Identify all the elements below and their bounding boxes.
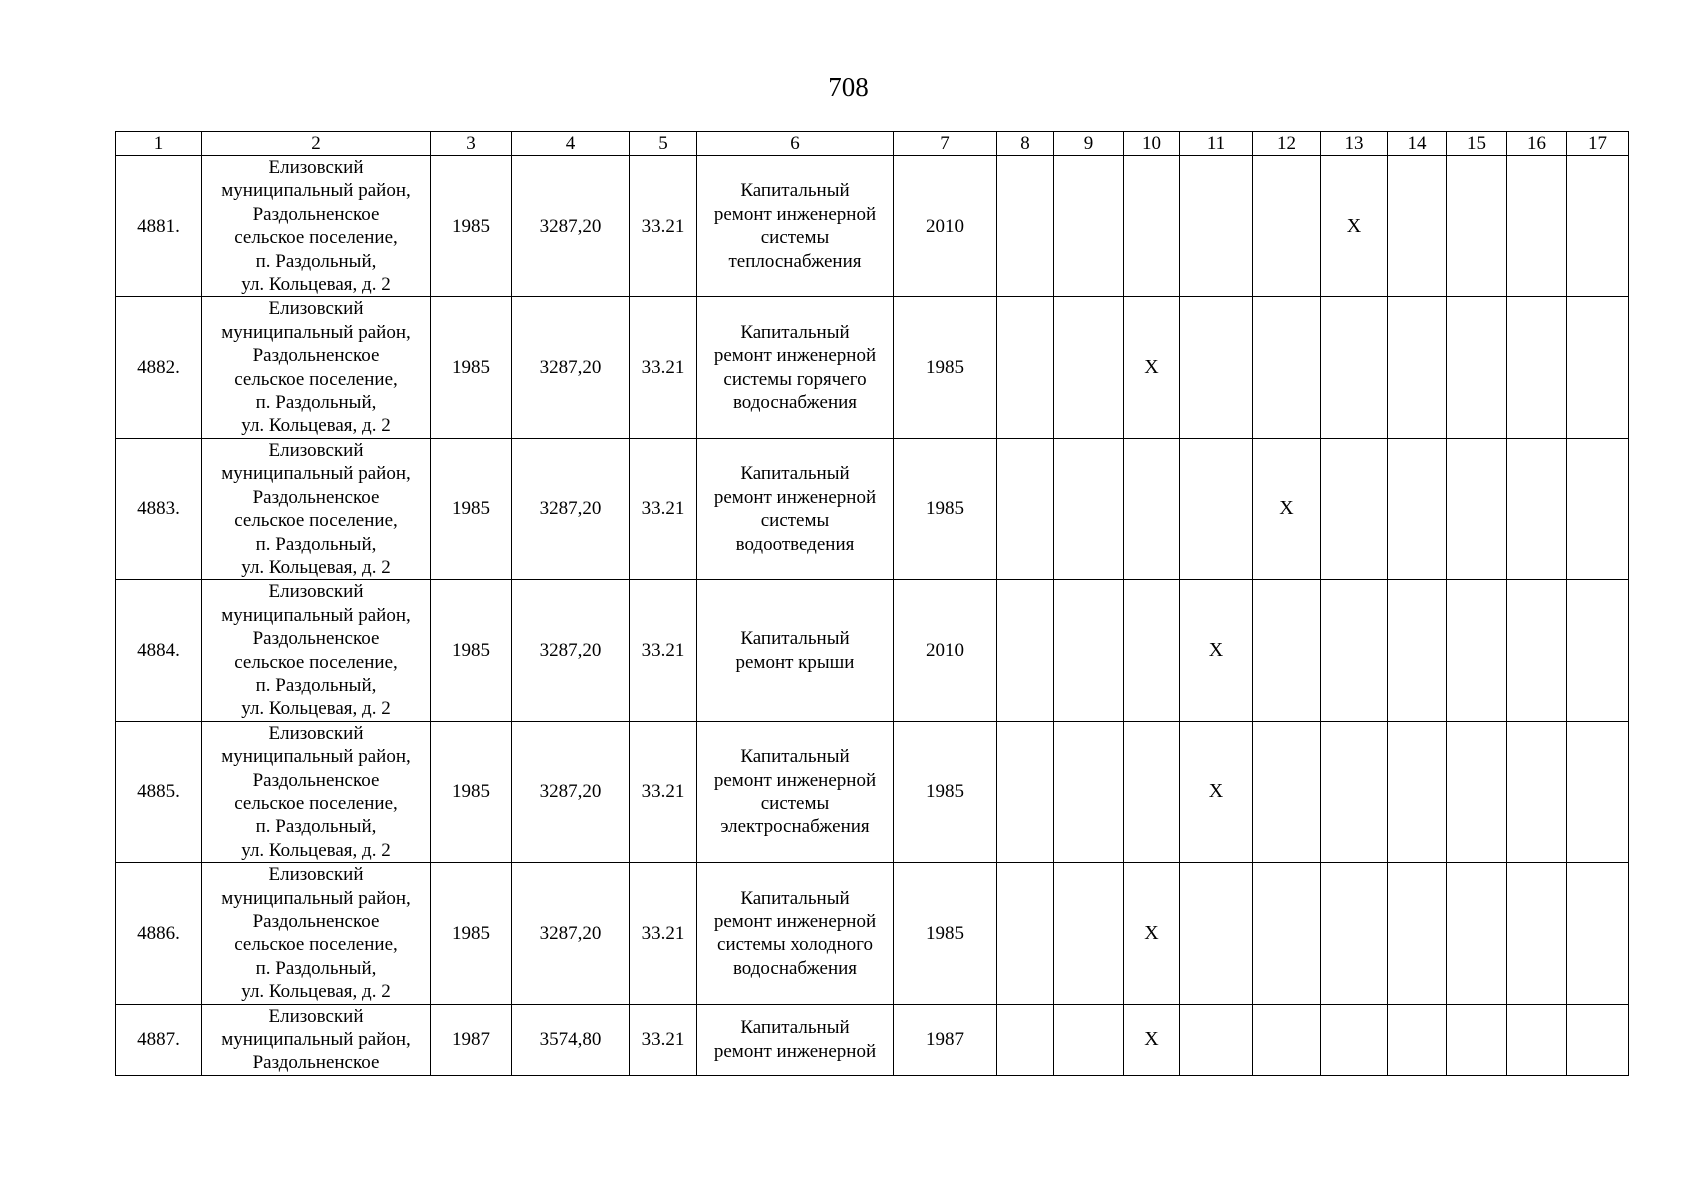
mark-cell: [1054, 438, 1124, 579]
table-row: [116, 156, 1629, 297]
mark-cell: [1447, 438, 1507, 579]
work-type-cell: Капитальный ремонт инженерной: [697, 1004, 894, 1075]
mark-cell: [1124, 721, 1180, 862]
code-cell: 33.21: [630, 1004, 697, 1075]
year-built-cell: 1985: [431, 863, 512, 1004]
mark-cell: [1054, 580, 1124, 721]
column-header: 5: [630, 132, 697, 156]
mark-cell: [1447, 1004, 1507, 1075]
row-number-cell: 4886.: [116, 863, 202, 1004]
column-header: 16: [1507, 132, 1567, 156]
mark-cell: [1321, 863, 1388, 1004]
page-number: 708: [828, 72, 869, 102]
address-cell: Елизовский муниципальный район, Раздольненское: [202, 1004, 431, 1075]
mark-cell: [1388, 863, 1447, 1004]
column-header: 11: [1180, 132, 1253, 156]
year-cell: 1987: [894, 1004, 997, 1075]
mark-cell: [1180, 863, 1253, 1004]
mark-cell: [1507, 297, 1567, 438]
year-built-cell: 1985: [431, 721, 512, 862]
column-header: 3: [431, 132, 512, 156]
row-number-cell: 4887.: [116, 1004, 202, 1075]
column-header: 9: [1054, 132, 1124, 156]
mark-cell: [1253, 156, 1321, 297]
column-header: 8: [997, 132, 1054, 156]
mark-cell: [1054, 156, 1124, 297]
column-header: 4: [512, 132, 630, 156]
year-cell: 2010: [894, 156, 997, 297]
mark-cell: [1388, 156, 1447, 297]
mark-cell: [1180, 438, 1253, 579]
mark-cell: [1567, 156, 1629, 297]
mark-cell: [1567, 1004, 1629, 1075]
table-row: [116, 721, 1629, 862]
code-cell: 33.21: [630, 156, 697, 297]
mark-cell: [1124, 156, 1180, 297]
header-row: [116, 132, 1629, 156]
column-header: 12: [1253, 132, 1321, 156]
area-cell: 3287,20: [512, 297, 630, 438]
mark-cell: [1507, 863, 1567, 1004]
work-type-cell: Капитальный ремонт инженерной системы теплоснабжения: [697, 156, 894, 297]
row-number-cell: 4881.: [116, 156, 202, 297]
column-header: 14: [1388, 132, 1447, 156]
address-cell: Елизовский муниципальный район, Раздольненское сельское поселение, п. Раздольный, ул. Кольцевая, д. 2: [202, 863, 431, 1004]
year-cell: 2010: [894, 580, 997, 721]
mark-cell: [1388, 438, 1447, 579]
mark-cell: [1388, 1004, 1447, 1075]
year-cell: 1985: [894, 863, 997, 1004]
mark-cell: [1253, 863, 1321, 1004]
mark-cell: [1567, 438, 1629, 579]
address-cell: Елизовский муниципальный район, Раздольненское сельское поселение, п. Раздольный, ул. Кольцевая, д. 2: [202, 580, 431, 721]
mark-cell: X: [1124, 1004, 1180, 1075]
column-header: 10: [1124, 132, 1180, 156]
row-number-cell: 4884.: [116, 580, 202, 721]
work-type-cell: Капитальный ремонт инженерной системы горячего водоснабжения: [697, 297, 894, 438]
mark-cell: [1388, 721, 1447, 862]
mark-cell: [1321, 580, 1388, 721]
year-cell: 1985: [894, 297, 997, 438]
mark-cell: [997, 1004, 1054, 1075]
mark-cell: X: [1124, 297, 1180, 438]
address-cell: Елизовский муниципальный район, Раздольненское сельское поселение, п. Раздольный, ул. Кольцевая, д. 2: [202, 438, 431, 579]
register-table: [115, 131, 1629, 1076]
mark-cell: [1054, 297, 1124, 438]
area-cell: 3287,20: [512, 721, 630, 862]
year-built-cell: 1985: [431, 156, 512, 297]
column-header: 2: [202, 132, 431, 156]
address-cell: Елизовский муниципальный район, Раздольненское сельское поселение, п. Раздольный, ул. Кольцевая, д. 2: [202, 721, 431, 862]
code-cell: 33.21: [630, 863, 697, 1004]
code-cell: 33.21: [630, 297, 697, 438]
mark-cell: [1124, 580, 1180, 721]
mark-cell: [1507, 438, 1567, 579]
mark-cell: [1447, 580, 1507, 721]
mark-cell: [1447, 721, 1507, 862]
mark-cell: [997, 297, 1054, 438]
code-cell: 33.21: [630, 580, 697, 721]
mark-cell: X: [1180, 580, 1253, 721]
mark-cell: [1447, 156, 1507, 297]
mark-cell: [1507, 156, 1567, 297]
mark-cell: [1321, 1004, 1388, 1075]
mark-cell: [1054, 1004, 1124, 1075]
column-header: 13: [1321, 132, 1388, 156]
year-built-cell: 1985: [431, 297, 512, 438]
row-number-cell: 4885.: [116, 721, 202, 862]
mark-cell: [1253, 297, 1321, 438]
mark-cell: [1180, 297, 1253, 438]
table-row: [116, 580, 1629, 721]
mark-cell: [997, 863, 1054, 1004]
table-row: [116, 863, 1629, 1004]
row-number-cell: 4883.: [116, 438, 202, 579]
column-header: 17: [1567, 132, 1629, 156]
column-header: 7: [894, 132, 997, 156]
mark-cell: [1567, 721, 1629, 862]
row-number-cell: 4882.: [116, 297, 202, 438]
code-cell: 33.21: [630, 438, 697, 579]
area-cell: 3287,20: [512, 156, 630, 297]
work-type-cell: Капитальный ремонт инженерной системы электроснабжения: [697, 721, 894, 862]
work-type-cell: Капитальный ремонт крыши: [697, 580, 894, 721]
address-cell: Елизовский муниципальный район, Раздольненское сельское поселение, п. Раздольный, ул. Кольцевая, д. 2: [202, 156, 431, 297]
column-header: 15: [1447, 132, 1507, 156]
mark-cell: [1567, 580, 1629, 721]
mark-cell: [1321, 721, 1388, 862]
year-cell: 1985: [894, 721, 997, 862]
table-row: [116, 297, 1629, 438]
year-built-cell: 1985: [431, 580, 512, 721]
mark-cell: X: [1321, 156, 1388, 297]
mark-cell: [997, 580, 1054, 721]
mark-cell: [1253, 721, 1321, 862]
address-cell: Елизовский муниципальный район, Раздольненское сельское поселение, п. Раздольный, ул. Кольцевая, д. 2: [202, 297, 431, 438]
mark-cell: X: [1253, 438, 1321, 579]
mark-cell: [1321, 297, 1388, 438]
mark-cell: X: [1124, 863, 1180, 1004]
work-type-cell: Капитальный ремонт инженерной системы холодного водоснабжения: [697, 863, 894, 1004]
mark-cell: X: [1180, 721, 1253, 862]
year-built-cell: 1987: [431, 1004, 512, 1075]
mark-cell: [1507, 721, 1567, 862]
mark-cell: [1180, 156, 1253, 297]
mark-cell: [1447, 297, 1507, 438]
table-row: [116, 438, 1629, 579]
table-body: [116, 132, 1629, 1076]
mark-cell: [1253, 580, 1321, 721]
mark-cell: [1054, 863, 1124, 1004]
area-cell: 3574,80: [512, 1004, 630, 1075]
mark-cell: [1447, 863, 1507, 1004]
table-row: [116, 1004, 1629, 1075]
mark-cell: [1054, 721, 1124, 862]
mark-cell: [1388, 297, 1447, 438]
column-header: 1: [116, 132, 202, 156]
mark-cell: [1567, 863, 1629, 1004]
mark-cell: [1321, 438, 1388, 579]
mark-cell: [1253, 1004, 1321, 1075]
mark-cell: [1507, 580, 1567, 721]
mark-cell: [997, 438, 1054, 579]
mark-cell: [1124, 438, 1180, 579]
work-type-cell: Капитальный ремонт инженерной системы водоотведения: [697, 438, 894, 579]
mark-cell: [1388, 580, 1447, 721]
year-cell: 1985: [894, 438, 997, 579]
area-cell: 3287,20: [512, 863, 630, 1004]
code-cell: 33.21: [630, 721, 697, 862]
mark-cell: [1507, 1004, 1567, 1075]
area-cell: 3287,20: [512, 580, 630, 721]
column-header: 6: [697, 132, 894, 156]
mark-cell: [997, 721, 1054, 862]
mark-cell: [1567, 297, 1629, 438]
area-cell: 3287,20: [512, 438, 630, 579]
year-built-cell: 1985: [431, 438, 512, 579]
mark-cell: [997, 156, 1054, 297]
mark-cell: [1180, 1004, 1253, 1075]
